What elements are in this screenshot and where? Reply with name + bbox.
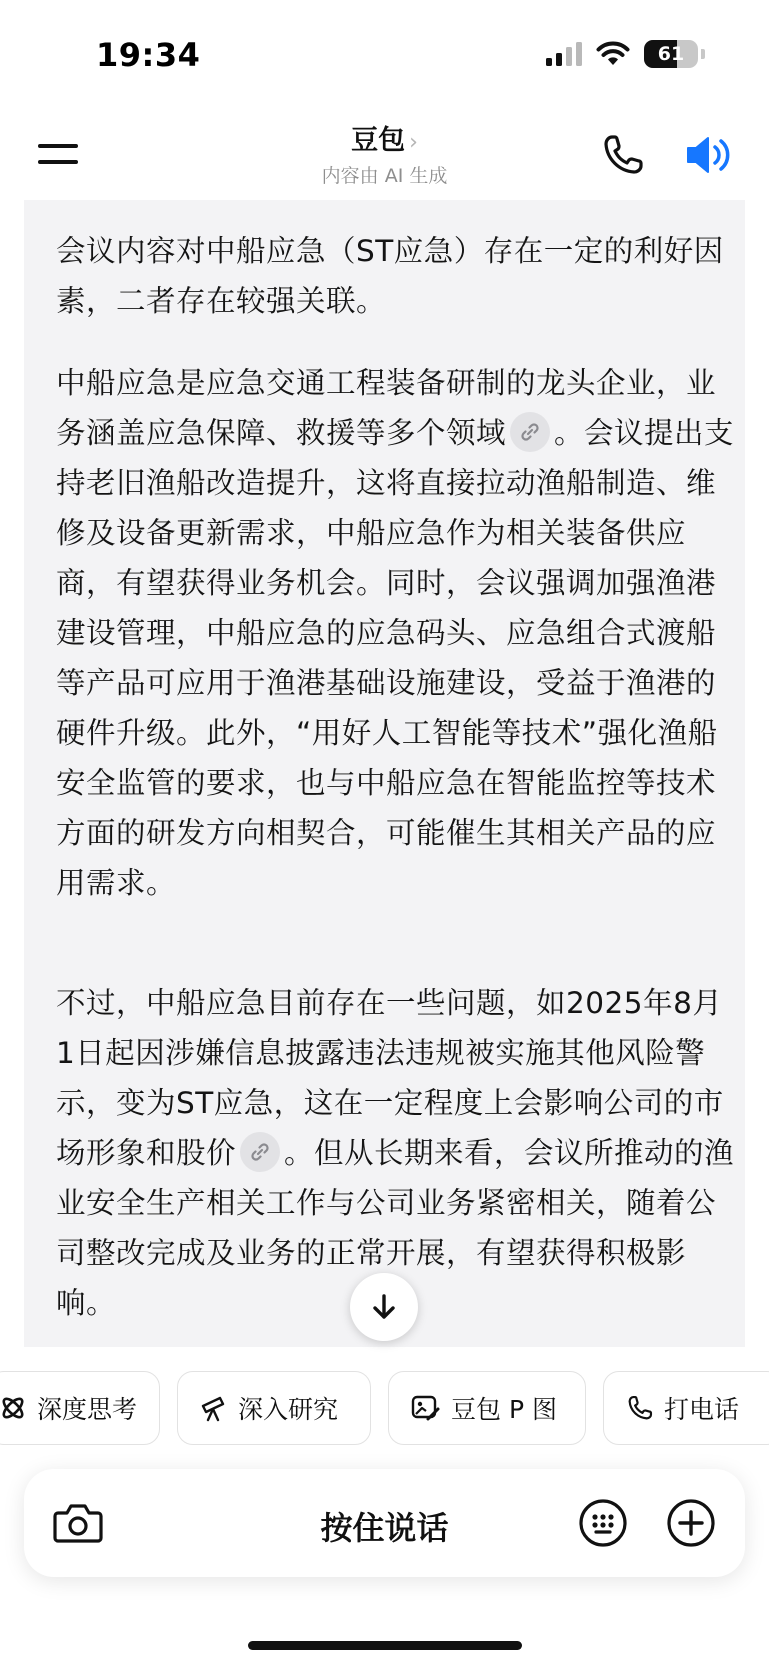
hold-to-talk-button[interactable]: 按住说话 — [320, 1509, 449, 1547]
phone-call-button[interactable] — [600, 132, 646, 178]
chip-deep-research[interactable] — [177, 1371, 371, 1445]
home-indicator — [248, 1641, 522, 1650]
telescope-icon — [200, 1394, 228, 1422]
speaker-icon — [684, 132, 734, 178]
input-bar — [24, 1469, 745, 1577]
citation-link-icon[interactable] — [240, 1132, 280, 1172]
phone-icon — [600, 132, 646, 178]
ai-generated-notice: 内容由 AI 生成 — [321, 165, 448, 187]
phone-icon — [626, 1394, 654, 1422]
wifi-icon — [596, 41, 630, 67]
battery-indicator — [644, 40, 698, 68]
keyboard-icon — [578, 1498, 628, 1548]
battery-percent: 61 — [657, 43, 685, 65]
status-icons — [546, 40, 705, 68]
cellular-signal-icon — [546, 42, 582, 66]
paragraph-text: 不过，中船应急目前存在一些问题，如2025年8月1日起因涉嫌信息披露违法违规被实施其他风险警示，变为ST应急，这在一定程度上会影响公司的市场形象和股价 — [56, 986, 724, 1170]
keyboard-button[interactable] — [578, 1498, 628, 1548]
message-bubble — [24, 200, 745, 1347]
chip-label: 豆包 P 图 — [451, 1395, 557, 1424]
chip-label: 深度思考 — [37, 1395, 138, 1424]
chip-label: 深入研究 — [238, 1395, 339, 1424]
bot-name[interactable]: 豆包 — [351, 125, 406, 156]
plus-icon — [666, 1498, 716, 1548]
chat-header — [0, 110, 769, 200]
message-paragraph — [56, 358, 736, 908]
citation-link-icon[interactable] — [510, 412, 550, 452]
paragraph-text: 。但从长期来看，会议所推动的渔业安全生产相关工作与公司业务紧密相关，随着公司整改完成及业务的正常开展，有望获得积极影响。 — [56, 1136, 735, 1320]
paragraph-text: 中船应急是应急交通工程装备研制的龙头企业，业务涵盖应急保障、救援等多个领域 — [56, 366, 717, 450]
image-edit-icon — [411, 1394, 441, 1422]
speaker-button[interactable] — [684, 132, 734, 178]
add-attachment-button[interactable] — [666, 1498, 716, 1548]
chip-phone-call[interactable] — [603, 1371, 769, 1445]
chip-label: 打电话 — [664, 1395, 740, 1424]
deep-think-icon — [0, 1394, 27, 1422]
message-paragraph: 会议内容对中船应急（ST应急）存在一定的利好因素，二者存在较强关联。 — [56, 234, 724, 318]
quick-action-chips — [0, 1371, 769, 1447]
status-bar — [0, 0, 769, 110]
arrow-down-icon — [369, 1292, 399, 1322]
chip-image-edit[interactable] — [388, 1371, 586, 1445]
header-center[interactable] — [0, 118, 769, 188]
chevron-right-icon: › — [409, 130, 418, 155]
scroll-to-bottom-button[interactable] — [350, 1273, 418, 1341]
paragraph-text: 。会议提出支持老旧渔船改造提升，这将直接拉动渔船制造、维修及设备更新需求，中船应急作为相关装备供应商，有望获得业务机会。同时，会议强调加强渔港建设管理，中船应急的应急码头、应急组合式渡船等产品可应用于渔港基础设施建设，受益于渔港的硬件升级。此外，“用好人工智能等技术”强化渔船安全监管的要求，也与中船应急在智能监控等技术方面的研发方向相契合，可能催生其相关产品的应用需求。 — [56, 416, 735, 900]
battery-cap — [701, 49, 705, 59]
status-time: 19:34 — [96, 36, 201, 74]
chip-deep-think[interactable] — [0, 1371, 160, 1445]
